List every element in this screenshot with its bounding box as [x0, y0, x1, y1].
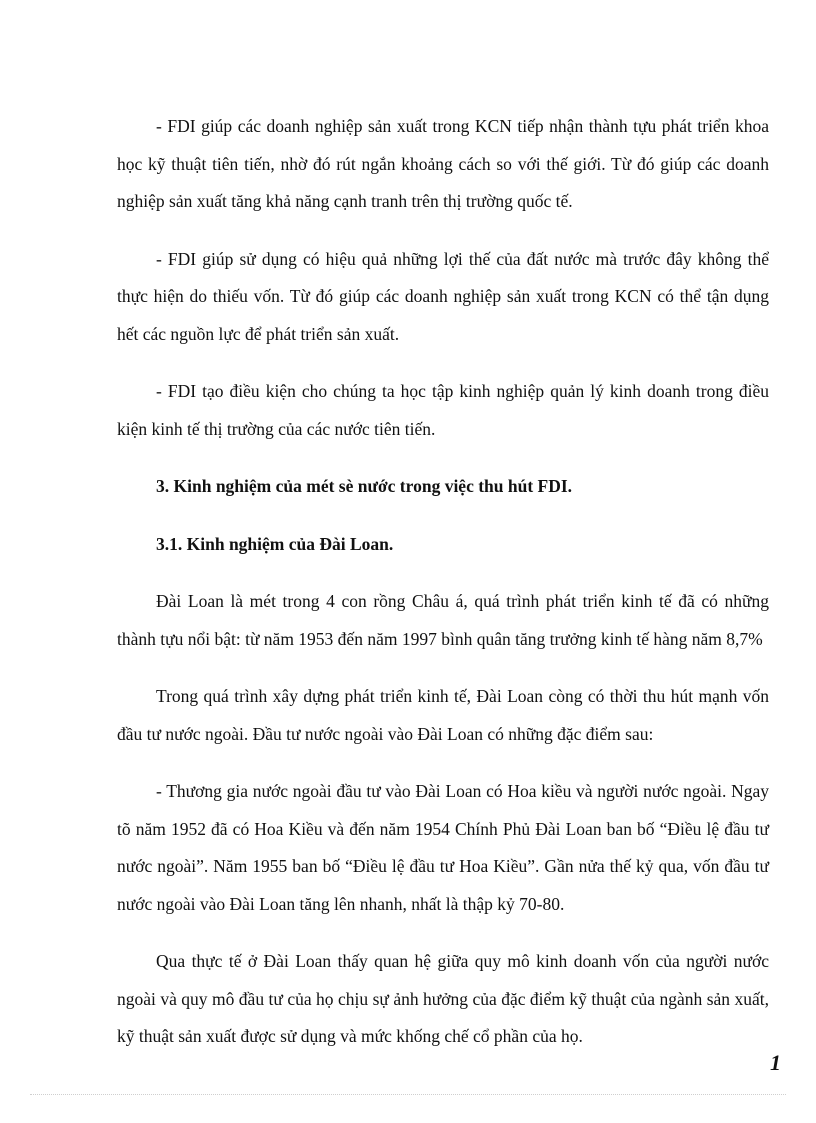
paragraph-fdi-management: - FDI tạo điều kiện cho chúng ta học tập kinh nghiệp quản lý kinh doanh trong điều kiện kinh tế thị trường của các nước tiên tiến. — [117, 381, 769, 439]
page-number: 1 — [770, 1050, 781, 1075]
subsection-heading-taiwan: 3.1. Kinh nghiệm của Đài Loan. — [156, 533, 394, 554]
footer-divider — [30, 1094, 786, 1095]
paragraph-taiwan-growth: Đài Loan là mét trong 4 con rồng Châu á, quá trình phát triển kinh tế đã có những thành tựu nổi bật: từ năm 1953 đến năm 1997 bình quân tăng trưởng kinh tế hàng năm 8,7% — [117, 591, 769, 649]
paragraph-fdi-technology: - FDI giúp các doanh nghiệp sản xuất trong KCN tiếp nhận thành tựu phát triển khoa học kỹ thuật tiên tiến, nhờ đó rút ngắn khoảng cách so với thế giới. Từ đó giúp các doanh nghiệp sản xuất tăng khả năng cạnh tranh trên thị trường quốc tế. — [117, 116, 769, 211]
page-body — [117, 108, 769, 1056]
paragraph-taiwan-investors: - Thương gia nước ngoài đầu tư vào Đài Loan có Hoa kiều và người nước ngoài. Ngay tõ năm 1952 đã có Hoa Kiều và đến năm 1954 Chính Phủ Đài Loan ban bố “Điều lệ đầu tư nước ngoài”. Năm 1955 ban bố “Điều lệ đầu tư Hoa Kiều”. Gần nửa thế kỷ qua, vốn đầu tư nước ngoài vào Đài Loan tăng lên nhanh, nhất là thập kỷ 70-80. — [117, 781, 769, 914]
section-heading-experience: 3. Kinh nghiệm của mét sè nước trong việc thu hút FDI. — [156, 476, 573, 496]
paragraph-taiwan-investment: Trong quá trình xây dựng phát triển kinh tế, Đài Loan còng có thời thu hút mạnh vốn đầu tư nước ngoài. Đầu tư nước ngoài vào Đài Loan có những đặc điểm sau: — [117, 686, 769, 744]
paragraph-fdi-advantages: - FDI giúp sử dụng có hiệu quả những lợi thế của đất nước mà trước đây không thể thực hiện do thiếu vốn. Từ đó giúp các doanh nghiệp sản xuất trong KCN có thể tận dụng hết các nguồn lực để phát triển sản xuất. — [117, 248, 769, 344]
paragraph-taiwan-scale: Qua thực tế ở Đài Loan thấy quan hệ giữa quy mô kinh doanh vốn của người nước ngoài và quy mô đầu tư của họ chịu sự ảnh hưởng của đặc điểm kỹ thuật của ngành sản xuất, kỹ thuật sản xuất được sử dụng và mức khống chế cổ phần của họ. — [117, 951, 769, 1046]
